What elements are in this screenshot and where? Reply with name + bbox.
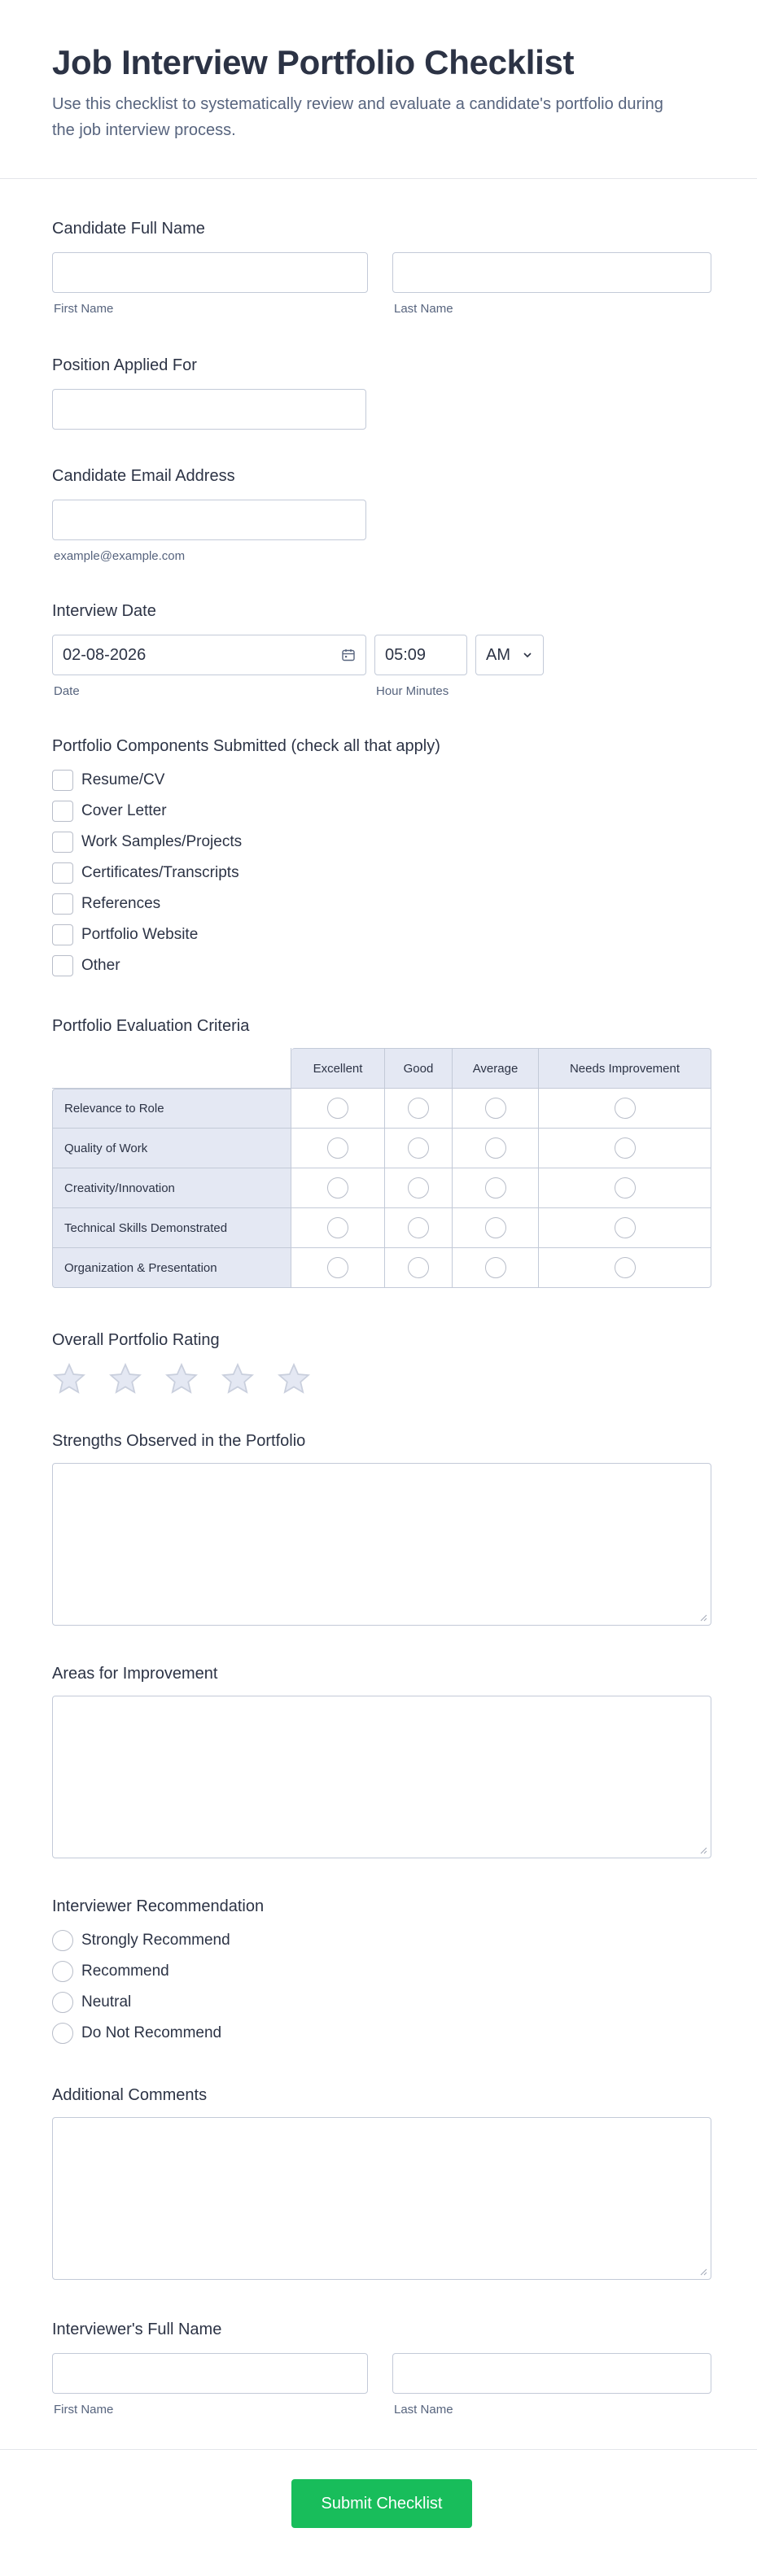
evaluation-label: Portfolio Evaluation Criteria [52,1017,250,1035]
position-label: Position Applied For [52,356,197,374]
star-rating[interactable] [52,1362,333,1396]
strengths-textarea[interactable] [52,1463,711,1626]
email-field [52,465,711,571]
matrix-radio[interactable] [615,1177,636,1198]
position-field [52,355,711,436]
email-label: Candidate Email Address [52,467,235,485]
matrix-radio[interactable] [615,1137,636,1159]
matrix-column-header: Needs Improvement [539,1048,711,1089]
component-option-label: Certificates/Transcripts [81,864,239,881]
candidate-first-name-input[interactable] [52,252,368,293]
matrix-cell[interactable] [385,1089,453,1129]
recommendation-option-label: Do Not Recommend [81,2024,222,2041]
rating-label: Overall Portfolio Rating [52,1331,220,1349]
matrix-cell[interactable] [539,1248,711,1288]
recommendation-option[interactable] [52,2023,221,2044]
resize-grip-icon[interactable] [699,1613,707,1622]
date-sublabel: Date [54,684,80,698]
matrix-corner [52,1048,291,1089]
component-option[interactable] [52,801,167,822]
matrix-radio[interactable] [485,1098,506,1119]
checkbox[interactable] [52,832,73,853]
matrix-cell[interactable] [385,1208,453,1248]
matrix-cell[interactable] [453,1168,539,1208]
ampm-value: AM [486,645,510,664]
improvement-field [52,1663,711,1867]
star-icon[interactable] [164,1362,199,1396]
matrix-cell[interactable] [539,1129,711,1168]
radio-button[interactable] [52,1930,73,1951]
matrix-cell[interactable] [539,1089,711,1129]
matrix-row-label: Relevance to Role [52,1089,291,1129]
matrix-row-label: Organization & Presentation [52,1248,291,1288]
interviewer-name-field [52,2319,711,2425]
interview-date-field [52,600,711,706]
matrix-radio[interactable] [485,1257,506,1278]
matrix-row [52,1168,711,1208]
component-option-label: Cover Letter [81,802,167,819]
matrix-radio[interactable] [485,1217,506,1238]
matrix-cell[interactable] [539,1208,711,1248]
component-option[interactable] [52,770,164,791]
component-option-label: Portfolio Website [81,926,199,943]
checkbox[interactable] [52,924,73,945]
improvement-textarea[interactable] [52,1696,711,1858]
matrix-cell[interactable] [453,1248,539,1288]
ampm-select[interactable] [475,635,544,675]
comments-field [52,2085,711,2288]
calendar-icon[interactable] [341,648,356,662]
recommendation-field [52,1896,711,2042]
matrix-column-header: Excellent [291,1048,385,1089]
matrix-radio[interactable] [485,1177,506,1198]
interviewer-first-name-sublabel: First Name [54,2403,114,2417]
matrix-cell[interactable] [291,1208,385,1248]
checkbox[interactable] [52,770,73,791]
matrix-radio[interactable] [408,1137,429,1159]
component-option-label: Other [81,957,120,974]
matrix-column-header: Average [453,1048,539,1089]
matrix-row [52,1248,711,1288]
radio-button[interactable] [52,1992,73,2013]
component-option[interactable] [52,893,160,915]
matrix-radio[interactable] [615,1098,636,1119]
checkbox[interactable] [52,862,73,884]
matrix-radio[interactable] [408,1098,429,1119]
time-sublabel: Hour Minutes [376,684,449,698]
matrix-radio[interactable] [327,1098,348,1119]
chevron-down-icon [522,649,533,661]
radio-button[interactable] [52,1961,73,1982]
component-option[interactable] [52,862,239,884]
candidate-first-name-sublabel: First Name [54,302,114,316]
improvement-label: Areas for Improvement [52,1665,218,1683]
candidate-name-field [52,218,711,324]
candidate-name-label: Candidate Full Name [52,220,205,238]
position-input[interactable] [52,389,366,430]
matrix-row-label: Quality of Work [52,1129,291,1168]
interviewer-name-label: Interviewer's Full Name [52,2321,222,2338]
matrix-cell[interactable] [385,1168,453,1208]
components-field [52,736,711,980]
matrix-cell[interactable] [291,1248,385,1288]
matrix-cell[interactable] [453,1208,539,1248]
component-option[interactable] [52,955,120,976]
evaluation-matrix [52,1048,711,1288]
form-title: Job Interview Portfolio Checklist [52,43,575,81]
matrix-radio[interactable] [327,1177,348,1198]
date-value: 02-08-2026 [63,645,147,664]
recommendation-option-label: Recommend [81,1963,169,1980]
components-label: Portfolio Components Submitted (check all that apply) [52,737,440,755]
strengths-field [52,1430,711,1634]
matrix-radio[interactable] [485,1137,506,1159]
candidate-last-name-sublabel: Last Name [394,302,453,316]
interview-date-label: Interview Date [52,602,156,620]
matrix-radio[interactable] [327,1137,348,1159]
resize-grip-icon[interactable] [699,1846,707,1854]
submit-button[interactable]: Submit Checklist [291,2479,472,2528]
matrix-cell[interactable] [291,1129,385,1168]
recommendation-option[interactable] [52,1961,169,1982]
matrix-radio[interactable] [408,1177,429,1198]
checkbox[interactable] [52,801,73,822]
candidate-last-name-input[interactable] [392,252,711,293]
star-icon[interactable] [277,1362,311,1396]
rating-field [52,1329,711,1403]
radio-button[interactable] [52,2023,73,2044]
component-option-label: References [81,895,161,912]
checkbox[interactable] [52,955,73,976]
strengths-label: Strengths Observed in the Portfolio [52,1432,306,1450]
resize-grip-icon[interactable] [699,2268,707,2276]
matrix-radio[interactable] [615,1217,636,1238]
matrix-row [52,1129,711,1168]
interviewer-first-name-input[interactable] [52,2353,368,2394]
star-icon[interactable] [108,1362,142,1396]
matrix-column-header: Good [385,1048,453,1089]
component-option[interactable] [52,832,242,853]
comments-textarea[interactable] [52,2117,711,2280]
email-sublabel: example@example.com [54,549,186,563]
time-input[interactable] [374,635,467,675]
form-description: Use this checklist to systematically review and evaluate a candidate's portfolio during the job interview process. [52,95,663,139]
checkbox[interactable] [52,893,73,915]
component-option[interactable] [52,924,198,945]
star-icon[interactable] [221,1362,255,1396]
matrix-radio[interactable] [327,1217,348,1238]
matrix-radio[interactable] [615,1257,636,1278]
matrix-radio[interactable] [408,1217,429,1238]
matrix-row [52,1089,711,1129]
interviewer-last-name-input[interactable] [392,2353,711,2394]
matrix-row-label: Technical Skills Demonstrated [52,1208,291,1248]
evaluation-field [52,1015,711,1300]
matrix-cell[interactable] [453,1129,539,1168]
matrix-cell[interactable] [291,1089,385,1129]
time-value: 05:09 [385,645,427,664]
email-input[interactable] [52,500,366,540]
matrix-cell[interactable] [453,1089,539,1129]
date-input[interactable] [52,635,366,675]
matrix-cell[interactable] [539,1168,711,1208]
matrix-cell[interactable] [385,1248,453,1288]
form-header [0,0,757,179]
comments-label: Additional Comments [52,2086,208,2104]
matrix-radio[interactable] [408,1257,429,1278]
interviewer-last-name-sublabel: Last Name [394,2403,453,2417]
recommendation-label: Interviewer Recommendation [52,1897,265,1915]
matrix-cell[interactable] [385,1129,453,1168]
recommendation-option[interactable] [52,1930,230,1951]
matrix-row [52,1208,711,1248]
form-footer [0,2449,757,2576]
recommendation-option-label: Strongly Recommend [81,1932,230,1949]
recommendation-option[interactable] [52,1992,131,2013]
matrix-row-label: Creativity/Innovation [52,1168,291,1208]
component-option-label: Work Samples/Projects [81,833,243,850]
matrix-radio[interactable] [327,1257,348,1278]
matrix-cell[interactable] [291,1168,385,1208]
recommendation-option-label: Neutral [81,1993,132,2011]
component-option-label: Resume/CV [81,771,165,788]
star-icon[interactable] [52,1362,86,1396]
